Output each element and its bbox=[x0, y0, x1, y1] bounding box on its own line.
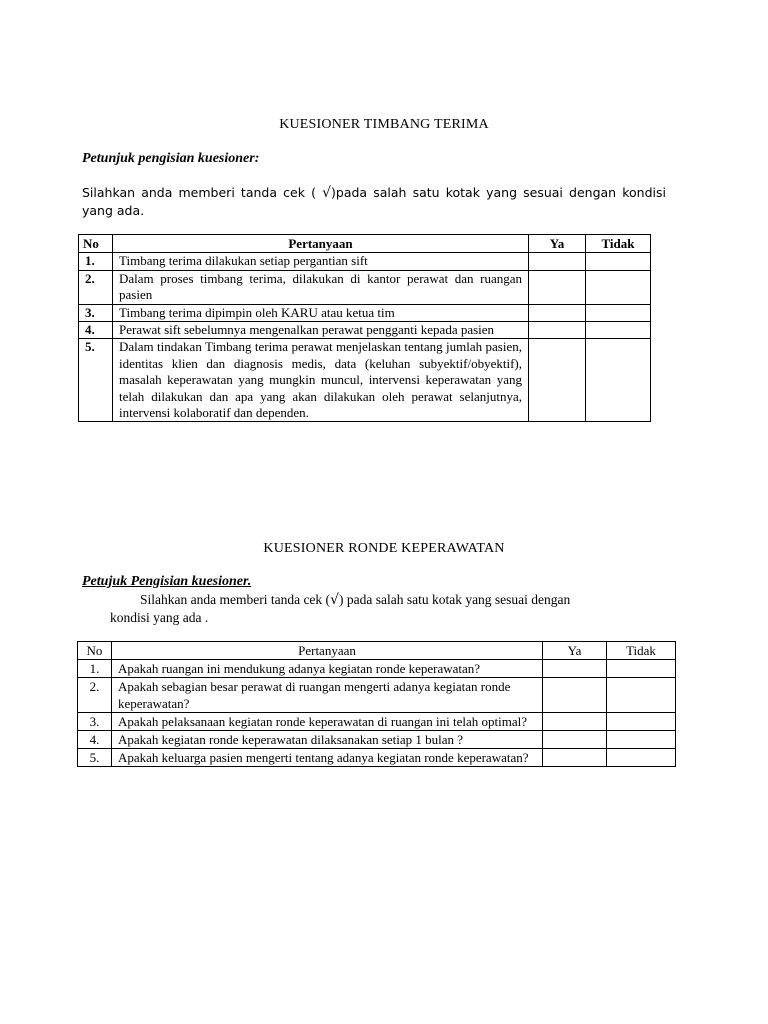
answer-yes-box[interactable] bbox=[543, 660, 607, 678]
answer-no-box[interactable] bbox=[607, 749, 676, 767]
row-number: 5. bbox=[78, 749, 112, 767]
table-row bbox=[79, 304, 651, 321]
table-row bbox=[78, 660, 676, 678]
answer-yes-box[interactable] bbox=[529, 304, 586, 321]
section1-instruction-before: Silahkan anda memberi tanda cek ( bbox=[82, 185, 323, 200]
row-question: Timbang terima dilakukan setiap pergantian sift bbox=[113, 253, 529, 270]
section2-table bbox=[77, 641, 676, 767]
answer-no-box[interactable] bbox=[586, 339, 651, 422]
header-question: Pertanyaan bbox=[113, 235, 529, 253]
answer-yes-box[interactable] bbox=[529, 270, 586, 304]
row-number: 4. bbox=[79, 322, 113, 339]
section2-instruction-heading: Petujuk Pengisian kuesioner. bbox=[82, 574, 252, 589]
row-question: Dalam proses timbang terima, dilakukan di kantor perawat dan ruangan pasien bbox=[113, 270, 529, 304]
row-question: Apakah keluarga pasien mengerti tentang adanya kegiatan ronde keperawatan? bbox=[112, 749, 543, 767]
row-number: 1. bbox=[78, 660, 112, 678]
table-header-row bbox=[79, 235, 651, 253]
answer-no-box[interactable] bbox=[607, 713, 676, 731]
table-row bbox=[79, 253, 651, 270]
table-row bbox=[79, 270, 651, 304]
answer-no-box[interactable] bbox=[586, 270, 651, 304]
row-question: Perawat sift sebelumnya mengenalkan perawat pengganti kepada pasien bbox=[113, 322, 529, 339]
row-number: 2. bbox=[78, 678, 112, 713]
header-yes: Ya bbox=[529, 235, 586, 253]
row-number: 3. bbox=[78, 713, 112, 731]
row-question: Apakah kegiatan ronde keperawatan dilaksanakan setiap 1 bulan ? bbox=[112, 731, 543, 749]
answer-no-box[interactable] bbox=[586, 304, 651, 321]
answer-no-box[interactable] bbox=[607, 678, 676, 713]
table-row bbox=[79, 339, 651, 422]
answer-yes-box[interactable] bbox=[543, 713, 607, 731]
row-number: 2. bbox=[79, 270, 113, 304]
header-no: No bbox=[79, 235, 113, 253]
row-number: 3. bbox=[79, 304, 113, 321]
check-mark-icon: √ bbox=[322, 185, 332, 201]
row-question: Apakah sebagian besar perawat di ruangan mengerti adanya kegiatan ronde keperawatan? bbox=[112, 678, 543, 713]
section2-title: KUESIONER RONDE KEPERAWATAN bbox=[263, 541, 505, 556]
header-no-answer: Tidak bbox=[586, 235, 651, 253]
row-number: 1. bbox=[79, 253, 113, 270]
answer-yes-box[interactable] bbox=[529, 253, 586, 270]
table-row bbox=[78, 731, 676, 749]
row-question: Apakah pelaksanaan kegiatan ronde keperawatan di ruangan ini telah optimal? bbox=[112, 713, 543, 731]
header-no-answer: Tidak bbox=[607, 642, 676, 660]
section2-instruction-line2: kondisi yang ada . bbox=[110, 610, 209, 625]
row-question: Dalam tindakan Timbang terima perawat menjelaskan tentang jumlah pasien, identitas klien dan diagnosis medis, data (keluhan subyektif/obyektif), masalah keperawatan yang mungkin muncul, intervensi keperawatan yang telah dilakukan dan apa yang akan dilakukan oleh perawat selanjutnya, intervensi kolaboratif dan dependen. bbox=[113, 339, 529, 422]
answer-yes-box[interactable] bbox=[543, 749, 607, 767]
table-row bbox=[78, 749, 676, 767]
row-question: Apakah ruangan ini mendukung adanya kegiatan ronde keperawatan? bbox=[112, 660, 543, 678]
section2-instruction-after: ) pada salah satu kotak yang sesuai dengan bbox=[338, 592, 571, 607]
answer-no-box[interactable] bbox=[586, 253, 651, 270]
section2-instruction-before: Silahkan anda memberi tanda cek ( bbox=[140, 592, 331, 607]
table-header-row bbox=[78, 642, 676, 660]
row-number: 5. bbox=[79, 339, 113, 422]
header-question: Pertanyaan bbox=[112, 642, 543, 660]
row-question: Timbang terima dipimpin oleh KARU atau ketua tim bbox=[113, 304, 529, 321]
answer-yes-box[interactable] bbox=[543, 731, 607, 749]
section2-instruction bbox=[82, 591, 666, 626]
answer-yes-box[interactable] bbox=[529, 322, 586, 339]
section1-instruction-after: )pada salah satu kotak yang sesuai dengan kondisi yang ada. bbox=[82, 185, 666, 218]
header-no: No bbox=[78, 642, 112, 660]
table-row bbox=[79, 322, 651, 339]
answer-yes-box[interactable] bbox=[529, 339, 586, 422]
section1-title: KUESIONER TIMBANG TERIMA bbox=[279, 117, 489, 132]
answer-no-box[interactable] bbox=[586, 322, 651, 339]
answer-no-box[interactable] bbox=[607, 660, 676, 678]
header-yes: Ya bbox=[543, 642, 607, 660]
answer-no-box[interactable] bbox=[607, 731, 676, 749]
answer-yes-box[interactable] bbox=[543, 678, 607, 713]
section1-instruction bbox=[82, 184, 666, 219]
table-row bbox=[78, 678, 676, 713]
section1-table bbox=[78, 234, 651, 422]
table-row bbox=[78, 713, 676, 731]
check-mark-icon: √ bbox=[330, 592, 339, 608]
row-number: 4. bbox=[78, 731, 112, 749]
section1-instruction-heading: Petunjuk pengisian kuesioner: bbox=[82, 151, 260, 166]
